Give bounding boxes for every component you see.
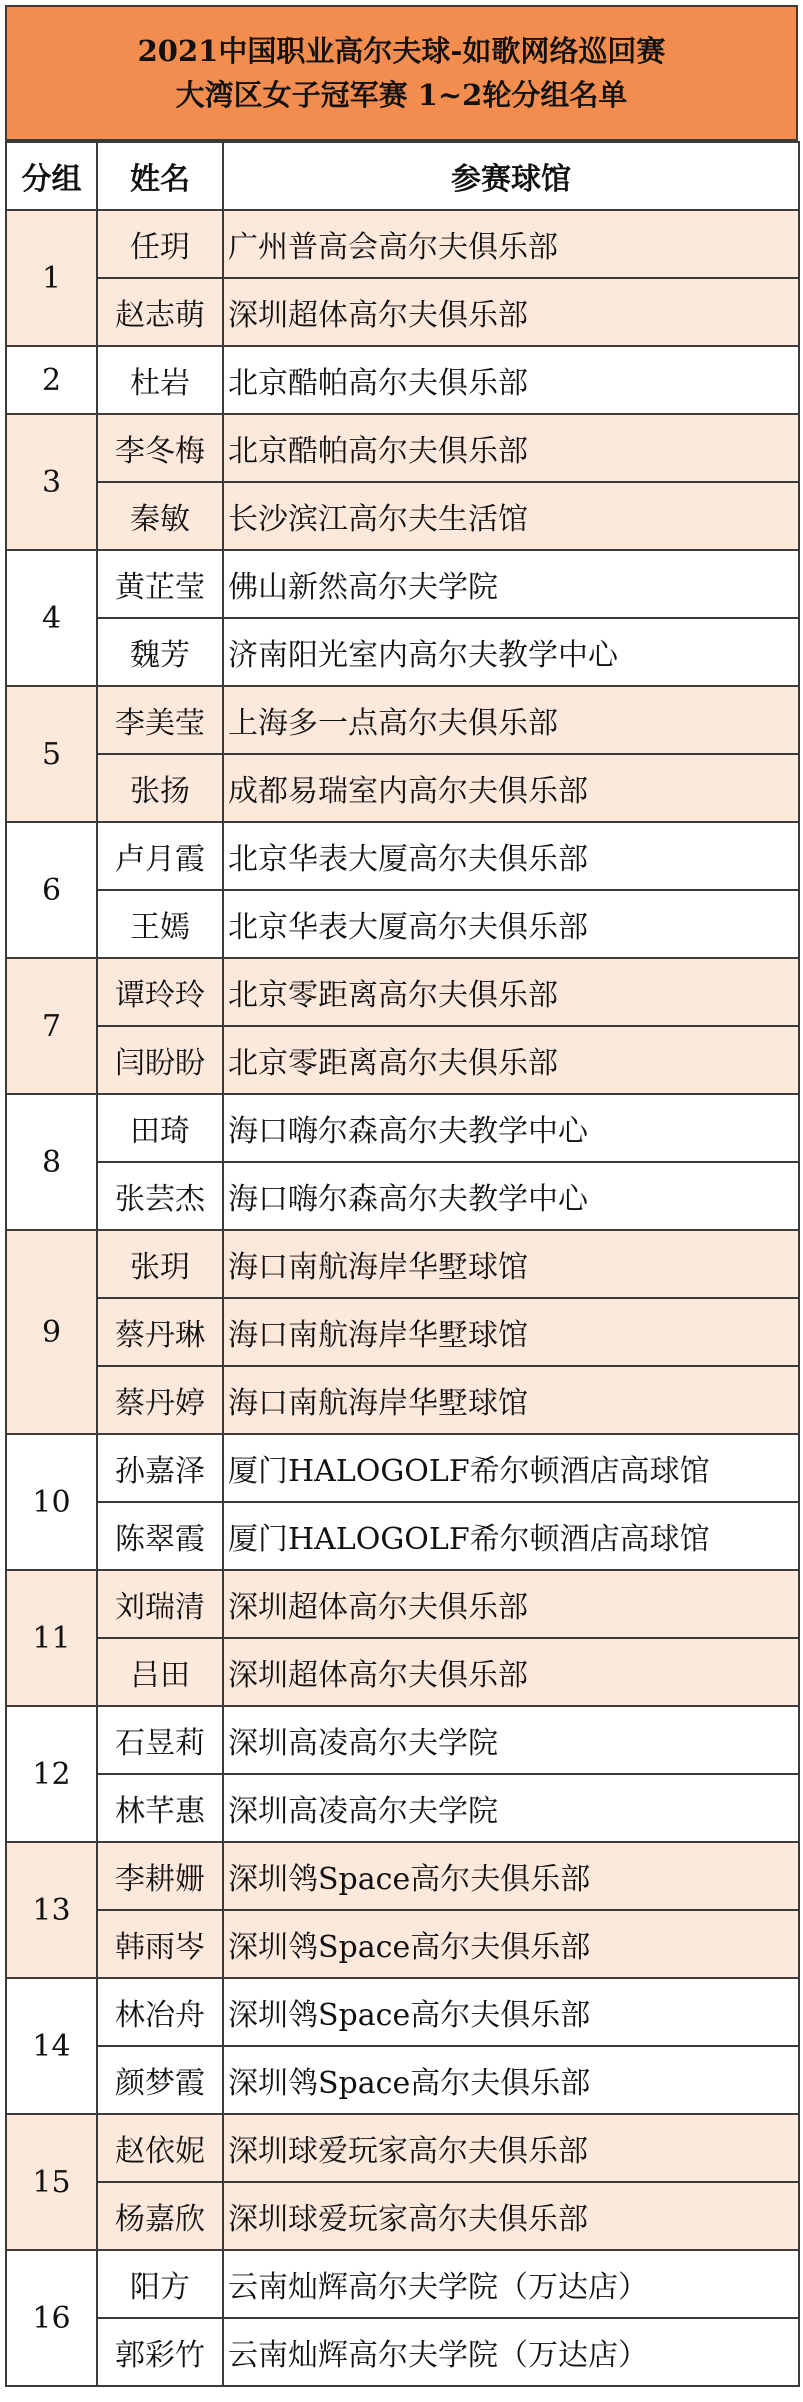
club-cell: 成都易瑞室内高尔夫俱乐部 [223, 754, 799, 822]
table-row [6, 618, 799, 686]
club-cell: 北京华表大厦高尔夫俱乐部 [223, 822, 799, 890]
table-row [6, 1638, 799, 1706]
table-row [6, 822, 799, 890]
club-cell: 深圳鸰Space高尔夫俱乐部 [223, 1910, 799, 1978]
table-row [6, 482, 799, 550]
group-number-cell: 9 [6, 1230, 97, 1434]
title-line-2: 大湾区女子冠军赛 1~2轮分组名单 [175, 78, 628, 112]
club-cell: 北京酷帕高尔夫俱乐部 [223, 346, 799, 414]
table-row [6, 1842, 799, 1910]
player-name-cell: 秦敏 [97, 482, 223, 550]
table-row [6, 686, 799, 754]
club-cell: 海口南航海岸华墅球馆 [223, 1230, 799, 1298]
player-name-cell: 赵志萌 [97, 278, 223, 346]
table-row [6, 1502, 799, 1570]
player-name-cell: 卢月霞 [97, 822, 223, 890]
table-row [6, 414, 799, 482]
table-row [6, 1162, 799, 1230]
club-cell: 深圳高凌高尔夫学院 [223, 1706, 799, 1774]
club-cell: 深圳超体高尔夫俱乐部 [223, 278, 799, 346]
player-name-cell: 林冶舟 [97, 1978, 223, 2046]
player-name-cell: 刘瑞清 [97, 1570, 223, 1638]
grouping-table [5, 141, 800, 2387]
club-cell: 厦门HALOGOLF希尔顿酒店高球馆 [223, 1502, 799, 1570]
table-row [6, 958, 799, 1026]
player-name-cell: 韩雨岑 [97, 1910, 223, 1978]
player-name-cell: 魏芳 [97, 618, 223, 686]
table-row [6, 1706, 799, 1774]
table-row [6, 1434, 799, 1502]
club-cell: 深圳鸰Space高尔夫俱乐部 [223, 1978, 799, 2046]
player-name-cell: 田琦 [97, 1094, 223, 1162]
group-number-cell: 16 [6, 2250, 97, 2386]
club-cell: 深圳球爱玩家高尔夫俱乐部 [223, 2114, 799, 2182]
club-cell: 北京酷帕高尔夫俱乐部 [223, 414, 799, 482]
table-row [6, 1366, 799, 1434]
player-name-cell: 颜梦霞 [97, 2046, 223, 2114]
player-name-cell: 谭玲玲 [97, 958, 223, 1026]
table-row [6, 1978, 799, 2046]
player-name-cell: 吕田 [97, 1638, 223, 1706]
roster-sheet [5, 5, 798, 2387]
player-name-cell: 黄芷莹 [97, 550, 223, 618]
group-number-cell: 4 [6, 550, 97, 686]
player-name-cell: 李耕姗 [97, 1842, 223, 1910]
group-number-cell: 6 [6, 822, 97, 958]
table-body [6, 210, 799, 2386]
player-name-cell: 孙嘉泽 [97, 1434, 223, 1502]
club-cell: 海口嗨尔森高尔夫教学中心 [223, 1162, 799, 1230]
club-cell: 北京华表大厦高尔夫俱乐部 [223, 890, 799, 958]
player-name-cell: 蔡丹琳 [97, 1298, 223, 1366]
club-cell: 云南灿辉高尔夫学院（万达店） [223, 2318, 799, 2386]
club-cell: 深圳超体高尔夫俱乐部 [223, 1570, 799, 1638]
club-cell: 佛山新然高尔夫学院 [223, 550, 799, 618]
group-number-cell: 10 [6, 1434, 97, 1570]
group-number-cell: 3 [6, 414, 97, 550]
player-name-cell: 张玥 [97, 1230, 223, 1298]
player-name-cell: 陈翠霞 [97, 1502, 223, 1570]
club-cell: 深圳球爱玩家高尔夫俱乐部 [223, 2182, 799, 2250]
club-cell: 北京零距离高尔夫俱乐部 [223, 1026, 799, 1094]
player-name-cell: 林芊惠 [97, 1774, 223, 1842]
player-name-cell: 蔡丹婷 [97, 1366, 223, 1434]
table-row [6, 1570, 799, 1638]
club-cell: 广州普高会高尔夫俱乐部 [223, 210, 799, 278]
player-name-cell: 李美莹 [97, 686, 223, 754]
player-name-cell: 闫盼盼 [97, 1026, 223, 1094]
group-number-cell: 15 [6, 2114, 97, 2250]
header-group: 分组 [6, 142, 97, 210]
player-name-cell: 张扬 [97, 754, 223, 822]
table-row [6, 2046, 799, 2114]
group-number-cell: 5 [6, 686, 97, 822]
table-row [6, 1774, 799, 1842]
table-row [6, 2318, 799, 2386]
group-number-cell: 2 [6, 346, 97, 414]
club-cell: 深圳高凌高尔夫学院 [223, 1774, 799, 1842]
player-name-cell: 李冬梅 [97, 414, 223, 482]
club-cell: 长沙滨江高尔夫生活馆 [223, 482, 799, 550]
player-name-cell: 王嫣 [97, 890, 223, 958]
table-row [6, 1094, 799, 1162]
group-number-cell: 14 [6, 1978, 97, 2114]
table-row [6, 1298, 799, 1366]
table-row [6, 2250, 799, 2318]
club-cell: 上海多一点高尔夫俱乐部 [223, 686, 799, 754]
club-cell: 济南阳光室内高尔夫教学中心 [223, 618, 799, 686]
table-row [6, 890, 799, 958]
title-banner [5, 5, 798, 141]
table-row [6, 2114, 799, 2182]
player-name-cell: 张芸杰 [97, 1162, 223, 1230]
table-row [6, 754, 799, 822]
group-number-cell: 1 [6, 210, 97, 346]
table-row [6, 1230, 799, 1298]
club-cell: 深圳超体高尔夫俱乐部 [223, 1638, 799, 1706]
table-row [6, 1910, 799, 1978]
club-cell: 厦门HALOGOLF希尔顿酒店高球馆 [223, 1434, 799, 1502]
club-cell: 海口嗨尔森高尔夫教学中心 [223, 1094, 799, 1162]
player-name-cell: 杜岩 [97, 346, 223, 414]
player-name-cell: 任玥 [97, 210, 223, 278]
club-cell: 海口南航海岸华墅球馆 [223, 1298, 799, 1366]
club-cell: 深圳鸰Space高尔夫俱乐部 [223, 2046, 799, 2114]
table-header-row [6, 142, 799, 210]
player-name-cell: 阳方 [97, 2250, 223, 2318]
table-row [6, 2182, 799, 2250]
player-name-cell: 赵依妮 [97, 2114, 223, 2182]
club-cell: 海口南航海岸华墅球馆 [223, 1366, 799, 1434]
group-number-cell: 8 [6, 1094, 97, 1230]
group-number-cell: 13 [6, 1842, 97, 1978]
club-cell: 云南灿辉高尔夫学院（万达店） [223, 2250, 799, 2318]
group-number-cell: 12 [6, 1706, 97, 1842]
group-number-cell: 7 [6, 958, 97, 1094]
player-name-cell: 石昱莉 [97, 1706, 223, 1774]
table-row [6, 210, 799, 278]
header-club: 参赛球馆 [223, 142, 799, 210]
player-name-cell: 杨嘉欣 [97, 2182, 223, 2250]
table-row [6, 346, 799, 414]
club-cell: 深圳鸰Space高尔夫俱乐部 [223, 1842, 799, 1910]
header-name: 姓名 [97, 142, 223, 210]
player-name-cell: 郭彩竹 [97, 2318, 223, 2386]
group-number-cell: 11 [6, 1570, 97, 1706]
table-row [6, 278, 799, 346]
title-line-1: 2021中国职业高尔夫球-如歌网络巡回赛 [137, 34, 666, 68]
table-row [6, 1026, 799, 1094]
table-row [6, 550, 799, 618]
club-cell: 北京零距离高尔夫俱乐部 [223, 958, 799, 1026]
